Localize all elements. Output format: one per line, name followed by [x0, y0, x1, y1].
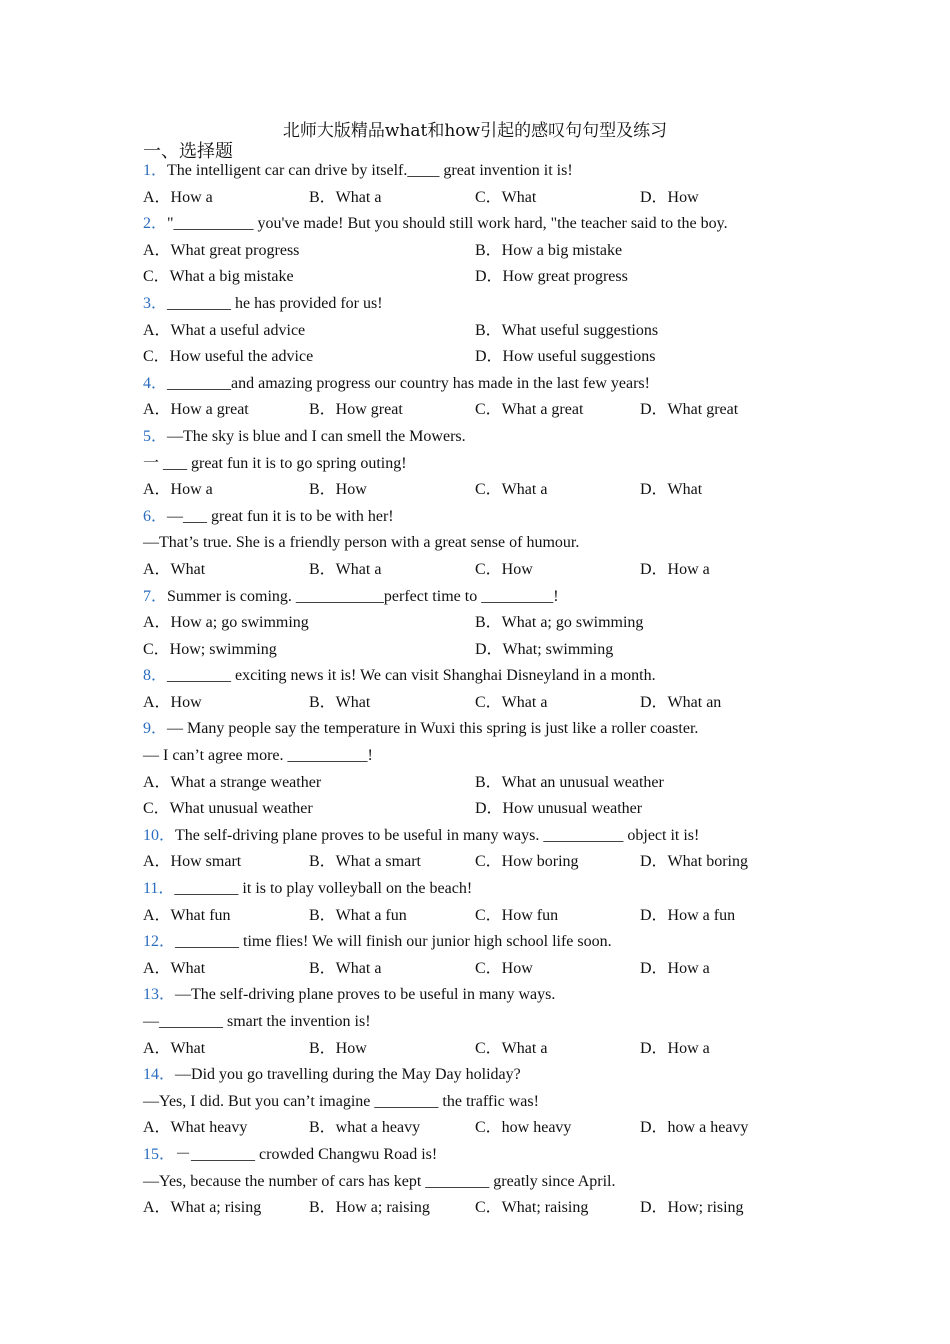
- option-row: [143, 477, 803, 504]
- answer-option[interactable]: D．How a: [640, 1039, 710, 1057]
- question-number: 9．: [143, 720, 168, 738]
- option-row: [143, 1036, 803, 1063]
- answer-option[interactable]: C．What a: [475, 1039, 548, 1057]
- answer-option[interactable]: B．How: [309, 481, 367, 499]
- answer-option[interactable]: C．What a: [475, 481, 548, 499]
- question-number: 7．: [143, 587, 168, 605]
- question-number: 11．: [143, 880, 175, 898]
- answer-option[interactable]: A．What: [143, 560, 206, 578]
- option-row: [143, 557, 803, 584]
- question-stem-line: [143, 823, 803, 850]
- answer-option[interactable]: A．What: [143, 1039, 206, 1057]
- question-number: 4．: [143, 374, 168, 392]
- answer-option[interactable]: D．How great progress: [475, 268, 628, 286]
- question-stem-line: [143, 504, 803, 531]
- option-row: [143, 238, 803, 265]
- option-row: [143, 1195, 803, 1222]
- option-row: [143, 397, 803, 424]
- answer-option[interactable]: C．how heavy: [475, 1119, 572, 1137]
- question-number: 14．: [143, 1066, 176, 1084]
- answer-option[interactable]: C．What a great: [475, 401, 584, 419]
- answer-option[interactable]: C．How: [475, 959, 533, 977]
- answer-option[interactable]: C．What a: [475, 693, 548, 711]
- question-stem-line: [143, 716, 803, 743]
- question-text: "__________ you've made! But you should still work hard, "the teacher said to the boy.: [167, 215, 728, 233]
- answer-option[interactable]: D．How a: [640, 959, 710, 977]
- answer-option[interactable]: A．How a: [143, 188, 213, 206]
- question-text: －________ crowded Changwu Road is!: [175, 1145, 438, 1163]
- answer-option[interactable]: A．How a great: [143, 401, 249, 419]
- answer-option[interactable]: B．What: [309, 693, 371, 711]
- question-text: —The sky is blue and I can smell the Mowers.: [167, 427, 466, 445]
- answer-option[interactable]: D．What great: [640, 401, 739, 419]
- answer-option[interactable]: C．What: [475, 188, 537, 206]
- question-text: —Yes, because the number of cars has kept ________ greatly since April.: [143, 1172, 616, 1190]
- answer-option[interactable]: B．what a heavy: [309, 1119, 421, 1137]
- answer-option[interactable]: D．How a: [640, 560, 710, 578]
- question-stem-line: [143, 1169, 803, 1196]
- question-stem-line: [143, 1009, 803, 1036]
- answer-option[interactable]: D．What boring: [640, 853, 748, 871]
- answer-option[interactable]: D．What: [640, 481, 703, 499]
- option-row: [143, 903, 803, 930]
- option-row: [143, 796, 803, 823]
- answer-option[interactable]: A．How a: [143, 481, 213, 499]
- question-text: ________ exciting news it is! We can visit Shanghai Disneyland in a month.: [167, 667, 656, 685]
- option-row: [143, 185, 803, 212]
- question-number: 12．: [143, 933, 176, 951]
- option-row: [143, 849, 803, 876]
- question-number: 6．: [143, 507, 168, 525]
- answer-option[interactable]: A．What a useful advice: [143, 321, 306, 339]
- question-stem-line: [143, 584, 803, 611]
- answer-option[interactable]: B．What a fun: [309, 906, 407, 924]
- question-stem-line: [143, 291, 803, 318]
- answer-option[interactable]: A．What a strange weather: [143, 773, 322, 791]
- answer-option[interactable]: B．How: [309, 1039, 367, 1057]
- question-stem-line: [143, 424, 803, 451]
- page-title: 北师大版精品what和how引起的感叹句句型及练习: [282, 121, 668, 141]
- answer-option[interactable]: C．What a big mistake: [143, 268, 294, 286]
- question-text: The intelligent car can drive by itself.____ great invention it is!: [167, 162, 573, 179]
- question-text: —The self-driving plane proves to be useful in many ways.: [175, 986, 556, 1004]
- answer-option[interactable]: D．how a heavy: [640, 1119, 749, 1137]
- question-number: 8．: [143, 667, 168, 685]
- question-text: ________ he has provided for us!: [167, 294, 383, 312]
- answer-option[interactable]: B．What a: [309, 188, 382, 206]
- question-stem-line: [143, 530, 803, 557]
- answer-option[interactable]: D．How unusual weather: [475, 800, 643, 818]
- answer-option[interactable]: C．What; raising: [475, 1199, 589, 1217]
- answer-option[interactable]: B．What a; go swimming: [475, 614, 644, 632]
- question-stem-line: [143, 876, 803, 903]
- question-text: —___ great fun it is to be with her!: [167, 507, 394, 525]
- answer-option[interactable]: A．What: [143, 959, 206, 977]
- option-row: [143, 637, 803, 664]
- answer-option[interactable]: D．How a fun: [640, 906, 736, 924]
- option-row: [143, 690, 803, 717]
- answer-option[interactable]: B．How great: [309, 401, 403, 419]
- question-stem-line: [143, 743, 803, 770]
- question-text: ________ time flies! We will finish our junior high school life soon.: [175, 933, 612, 951]
- question-number: 2．: [143, 215, 168, 233]
- answer-option[interactable]: C．How: [475, 560, 533, 578]
- answer-option[interactable]: D．What an: [640, 693, 722, 711]
- option-row: [143, 264, 803, 291]
- answer-option[interactable]: D．How useful suggestions: [475, 348, 656, 366]
- question-text: Summer is coming. ___________perfect time to _________!: [167, 587, 559, 605]
- question-stem-line: [143, 451, 803, 478]
- question-number: 13．: [143, 986, 176, 1004]
- question-stem-line: [143, 663, 803, 690]
- option-row: [143, 344, 803, 371]
- answer-option[interactable]: A．What great progress: [143, 241, 300, 259]
- answer-option[interactable]: A．How a; go swimming: [143, 614, 309, 632]
- answer-option[interactable]: B．What useful suggestions: [475, 321, 659, 339]
- question-text: — Many people say the temperature in Wuxi this spring is just like a roller coaster.: [167, 720, 699, 738]
- answer-option[interactable]: C．How; swimming: [143, 640, 277, 658]
- question-text: —Did you go travelling during the May Day holiday?: [175, 1066, 521, 1084]
- question-stem-line: [143, 929, 803, 956]
- question-text: —That’s true. She is a friendly person with a great sense of humour.: [143, 534, 580, 552]
- question-text: —________ smart the invention is!: [143, 1013, 371, 1030]
- answer-option[interactable]: A．How smart: [143, 853, 242, 871]
- option-row: [143, 770, 803, 797]
- question-text: — I can’t agree more. __________!: [143, 747, 373, 765]
- question-text: ________and amazing progress our country has made in the last few years!: [167, 374, 650, 392]
- option-row: [143, 610, 803, 637]
- question-stem-line: [143, 982, 803, 1009]
- answer-option[interactable]: A．What heavy: [143, 1119, 248, 1137]
- question-text: 一 ___ great fun it is to go spring outing!: [143, 454, 407, 472]
- answer-option[interactable]: B．What a smart: [309, 853, 421, 871]
- answer-option[interactable]: C．How boring: [475, 853, 579, 871]
- question-number: 10．: [143, 826, 176, 844]
- answer-option[interactable]: D．What; swimming: [475, 640, 614, 658]
- question-number: 5．: [143, 427, 168, 445]
- question-stem-line: [143, 1062, 803, 1089]
- answer-option[interactable]: C．How useful the advice: [143, 348, 314, 366]
- option-row: [143, 1115, 803, 1142]
- question-stem-line: [143, 371, 803, 398]
- answer-option[interactable]: B．How a big mistake: [475, 241, 623, 259]
- answer-option[interactable]: A．How: [143, 693, 202, 711]
- answer-option[interactable]: B．What a: [309, 959, 382, 977]
- section-heading: 一、选择题: [143, 141, 233, 162]
- question-stem-line: [143, 158, 803, 185]
- question-stem-line: [143, 1142, 803, 1169]
- answer-option[interactable]: A．What a; rising: [143, 1199, 262, 1217]
- answer-option[interactable]: A．What fun: [143, 906, 231, 924]
- question-number: 15．: [143, 1145, 176, 1163]
- question-stem-line: [143, 211, 803, 238]
- question-number: 3．: [143, 294, 168, 312]
- answer-option[interactable]: C．How fun: [475, 906, 559, 924]
- answer-option[interactable]: C．What unusual weather: [143, 800, 313, 818]
- question-text: —Yes, I did. But you can’t imagine ________ the traffic was!: [143, 1092, 539, 1110]
- answer-option[interactable]: D．How: [640, 188, 699, 206]
- option-row: [143, 956, 803, 983]
- question-list: [143, 158, 803, 1222]
- option-row: [143, 318, 803, 345]
- question-number: 1．: [143, 162, 168, 179]
- answer-option[interactable]: B．How a; raising: [309, 1199, 430, 1217]
- question-stem-line: [143, 1089, 803, 1116]
- answer-option[interactable]: B．What an unusual weather: [475, 773, 664, 791]
- answer-option[interactable]: B．What a: [309, 560, 382, 578]
- question-text: The self-driving plane proves to be useful in many ways. __________ object it is!: [175, 826, 700, 844]
- answer-option[interactable]: D．How; rising: [640, 1199, 744, 1217]
- question-text: ________ it is to play volleyball on the beach!: [174, 880, 473, 898]
